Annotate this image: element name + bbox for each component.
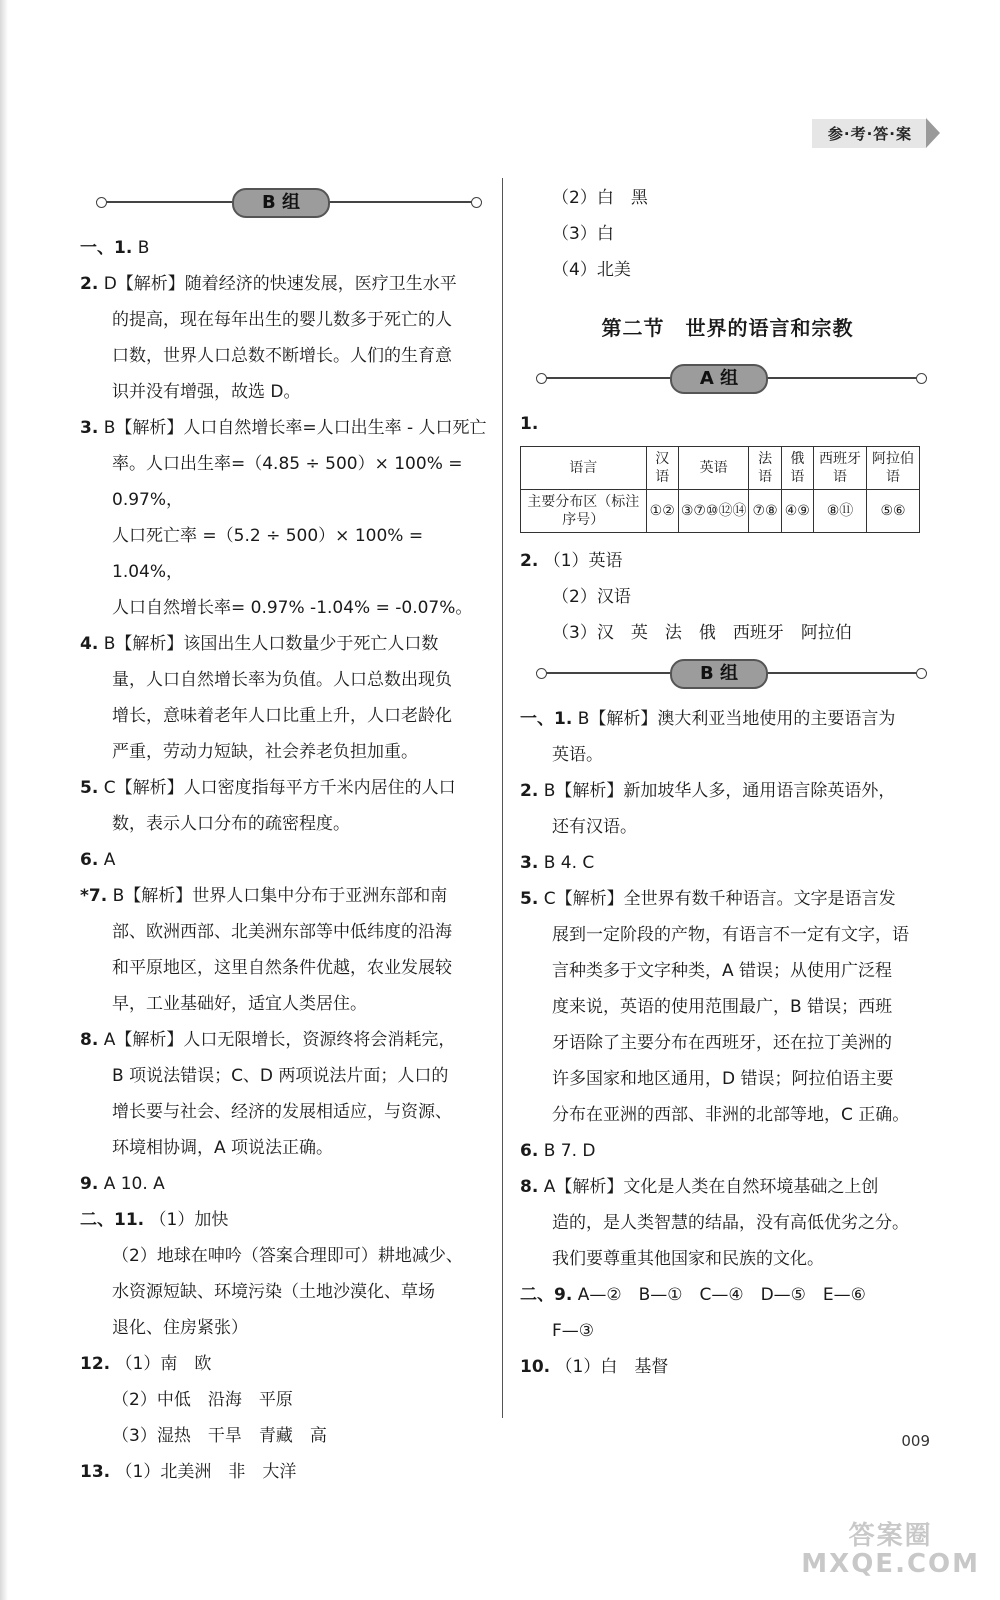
- answer-continuation: 展到一定阶段的产物，有语言不一定有文字，语: [552, 925, 909, 945]
- table-header-cell: 俄语: [781, 447, 813, 490]
- answer-continuation: 和平原地区，这里自然条件优越，农业发展较: [112, 958, 452, 978]
- answer-number: 6.: [520, 1141, 539, 1161]
- answer-continuation: 还有汉语。: [552, 817, 637, 837]
- table-header-cell: 英语: [678, 447, 749, 490]
- answer-item: [80, 770, 490, 806]
- dot-icon: [536, 668, 547, 679]
- chevron-right-icon: [926, 118, 940, 148]
- answer-item: [520, 615, 935, 651]
- watermark-logo: 答案圈 MXQE.COM: [801, 1521, 980, 1579]
- answer-number: 一、1.: [80, 238, 133, 258]
- answer-item: [520, 1349, 935, 1385]
- answer-number: 8.: [80, 1030, 99, 1050]
- answer-continuation: 识并没有增强，故选 D。: [112, 382, 301, 402]
- answer-number: 5.: [80, 778, 99, 798]
- table-cell: ④⑨: [781, 490, 813, 533]
- answer-continuation: （2）中低 沿海 平原: [112, 1390, 293, 1410]
- answer-number: 2.: [80, 274, 99, 294]
- answer-continuation: F—③: [552, 1321, 595, 1341]
- answer-number: 二、9.: [520, 1285, 573, 1305]
- answer-item: [80, 266, 490, 302]
- answer-number: 3.: [520, 853, 539, 873]
- answer-item: [520, 543, 935, 579]
- answer-text: （1）南 欧: [115, 1354, 212, 1374]
- answer-continuation: 环境相协调，A 项说法正确。: [112, 1138, 334, 1158]
- answer-number: 6.: [80, 850, 99, 870]
- answer-continuation: 部、欧洲西部、北美洲东部等中低纬度的沿海: [112, 922, 452, 942]
- answer-continuation: B 项说法错误；C、D 两项说法片面；人口的: [112, 1066, 449, 1086]
- table-header-cell: 阿拉伯语: [867, 447, 920, 490]
- answer-text: （3）汉 英 法 俄 西班牙 阿拉伯: [552, 623, 852, 643]
- answer-continuation: 的提高，现在每年出生的婴儿数多于死亡的人: [112, 310, 452, 330]
- answer-continuation: （2）地球在呻吟（答案合理即可）耕地减少、: [112, 1246, 463, 1266]
- left-column: [80, 180, 490, 1490]
- group-b-label: B 组: [670, 659, 768, 689]
- group-a-banner: [520, 358, 935, 398]
- dot-icon: [916, 668, 927, 679]
- answer-text: A【解析】文化是人类在自然环境基础之上创: [543, 1177, 879, 1197]
- answer-item: [520, 1133, 935, 1169]
- answer-text: B【解析】新加坡华人多，通用语言除英语外，: [543, 781, 896, 801]
- answer-text: D【解析】随着经济的快速发展，医疗卫生水平: [103, 274, 457, 294]
- page-number: 009: [901, 1432, 930, 1450]
- dot-icon: [471, 197, 482, 208]
- answer-line: （2）白 黑: [552, 188, 648, 208]
- answer-continuation: 口数，世界人口总数不断增长。人们的生育意: [112, 346, 452, 366]
- section-title: 第二节 世界的语言和宗教: [601, 316, 854, 340]
- answer-number: 5.: [520, 889, 539, 909]
- page-edge-shadow: [0, 0, 8, 1600]
- answer-text: B【解析】该国出生人口数量少于死亡人口数: [103, 634, 439, 654]
- answer-item: [520, 579, 935, 615]
- answer-continuation: 率。人口出生率=（4.85 ÷ 500）× 100% = 0.97%，: [112, 454, 463, 510]
- group-b-banner: [520, 653, 935, 693]
- answer-number: 二、11.: [80, 1210, 145, 1230]
- right-top-lines: [520, 180, 935, 288]
- table-header-row: [521, 447, 920, 490]
- answer-text: B【解析】世界人口集中分布于亚洲东部和南: [112, 886, 448, 906]
- answer-text: B【解析】澳大利亚当地使用的主要语言为: [577, 709, 896, 729]
- answer-continuation: 英语。: [552, 745, 603, 765]
- answer-continuation: 数，表示人口分布的疏密程度。: [112, 814, 350, 834]
- answer-item: [80, 410, 490, 446]
- answer-number: 2.: [520, 551, 539, 571]
- question-1-label: 1.: [520, 414, 539, 434]
- table-header-cell: 西班牙语: [813, 447, 866, 490]
- answer-number: 12.: [80, 1354, 111, 1374]
- table-cell: ③⑦⑩⑫⑭: [678, 490, 749, 533]
- answer-text: B【解析】人口自然增长率=人口出生率 - 人口死亡: [103, 418, 487, 438]
- answer-continuation: 牙语除了主要分布在西班牙，还在拉丁美洲的: [552, 1033, 892, 1053]
- answer-continuation: 造的，是人类智慧的结晶，没有高低优劣之分。: [552, 1213, 909, 1233]
- answer-text: （1）北美洲 非 大洋: [115, 1462, 297, 1482]
- answer-number: 9.: [80, 1174, 99, 1194]
- table-header-cell: 汉语: [646, 447, 678, 490]
- answer-continuation: 许多国家和地区通用，D 错误；阿拉伯语主要: [552, 1069, 894, 1089]
- answer-item: [520, 881, 935, 917]
- answer-continuation: 人口死亡率 =（5.2 ÷ 500）× 100% = 1.04%，: [112, 526, 424, 582]
- answer-number: 10.: [520, 1357, 551, 1377]
- answer-continuation: 严重，劳动力短缺，社会养老负担加重。: [112, 742, 418, 762]
- group-b-banner: [80, 182, 490, 222]
- answer-continuation: 量，人口自然增长率为负值。人口总数出现负: [112, 670, 452, 690]
- answer-text: A【解析】人口无限增长，资源终将会消耗完，: [103, 1030, 456, 1050]
- answer-continuation: 度来说，英语的使用范围最广，B 错误；西班: [552, 997, 893, 1017]
- dot-icon: [536, 373, 547, 384]
- answer-continuation: 我们要尊重其他国家和民族的文化。: [552, 1249, 824, 1269]
- dot-icon: [96, 197, 107, 208]
- table-cell: ⑤⑥: [867, 490, 920, 533]
- answer-item: [520, 1277, 935, 1313]
- answer-number: 8.: [520, 1177, 539, 1197]
- table-row: [521, 490, 920, 533]
- answer-text: B 4. C: [543, 853, 595, 873]
- answer-text: （2）汉语: [552, 587, 631, 607]
- answer-continuation: 人口自然增长率= 0.97% -1.04% = -0.07%。: [112, 598, 473, 618]
- dot-icon: [916, 373, 927, 384]
- answer-continuation: 增长要与社会、经济的发展相适应，与资源、: [112, 1102, 452, 1122]
- answer-item: [80, 842, 490, 878]
- table-cell: ⑦⑧: [749, 490, 781, 533]
- answer-item: [80, 1346, 490, 1382]
- answer-item: [80, 1454, 490, 1490]
- language-table: [520, 446, 920, 533]
- table-header-cell: 法语: [749, 447, 781, 490]
- answer-line: （4）北美: [552, 260, 631, 280]
- answer-continuation: 水资源短缺、环境污染（土地沙漠化、草场: [112, 1282, 435, 1302]
- page-header: [812, 118, 940, 148]
- table-cell: ⑧⑪: [813, 490, 866, 533]
- answer-text: B: [137, 238, 150, 258]
- group-b-label: B 组: [232, 188, 330, 218]
- answer-text: C【解析】人口密度指每平方千米内居住的人口: [103, 778, 456, 798]
- answer-item: [80, 1022, 490, 1058]
- answer-item: [80, 230, 490, 266]
- answer-number: 3.: [80, 418, 99, 438]
- table-row-label: 主要分布区（标注序号）: [521, 490, 647, 533]
- table-header-cell: 语言: [521, 447, 647, 490]
- answer-number: 4.: [80, 634, 99, 654]
- answer-number: *7.: [80, 886, 108, 906]
- left-answer-list: [80, 230, 490, 1490]
- answer-continuation: 退化、住房紧张）: [112, 1318, 248, 1338]
- header-label: 参·考·答·案: [812, 119, 926, 148]
- answer-text: C【解析】全世界有数千种语言。文字是语言发: [543, 889, 896, 909]
- question-2-lines: [520, 543, 935, 651]
- answer-item: [520, 773, 935, 809]
- answer-text: （1）加快: [149, 1210, 229, 1230]
- right-answer-list: [520, 701, 935, 1385]
- answer-text: （1）英语: [543, 551, 623, 571]
- answer-continuation: （3）湿热 干旱 青藏 高: [112, 1426, 327, 1446]
- right-column: [520, 180, 935, 1385]
- answer-line: （3）白: [552, 224, 614, 244]
- answer-text: A: [103, 850, 116, 870]
- answer-item: [80, 878, 490, 914]
- answer-item: [520, 1169, 935, 1205]
- answer-continuation: 增长，意味着老年人口比重上升，人口老龄化: [112, 706, 452, 726]
- answer-text: A—② B—① C—④ D—⑤ E—⑥: [577, 1285, 866, 1305]
- answer-number: 一、1.: [520, 709, 573, 729]
- answer-continuation: 言种类多于文字种类，A 错误；从使用广泛程: [552, 961, 893, 981]
- answer-item: [80, 1202, 490, 1238]
- answer-continuation: 分布在亚洲的西部、非洲的北部等地，C 正确。: [552, 1105, 910, 1125]
- answer-item: [520, 701, 935, 737]
- answer-text: B 7. D: [543, 1141, 596, 1161]
- answer-text: （1）白 基督: [555, 1357, 669, 1377]
- answer-number: 13.: [80, 1462, 111, 1482]
- table-cell: ①②: [646, 490, 678, 533]
- answer-text: A 10. A: [103, 1174, 165, 1194]
- answer-continuation: 早，工业基础好，适宜人类居住。: [112, 994, 367, 1014]
- answer-item: [80, 626, 490, 662]
- answer-item: [80, 1166, 490, 1202]
- column-divider: [502, 178, 503, 1418]
- group-a-label: A 组: [670, 364, 768, 394]
- answer-item: [520, 845, 935, 881]
- answer-number: 2.: [520, 781, 539, 801]
